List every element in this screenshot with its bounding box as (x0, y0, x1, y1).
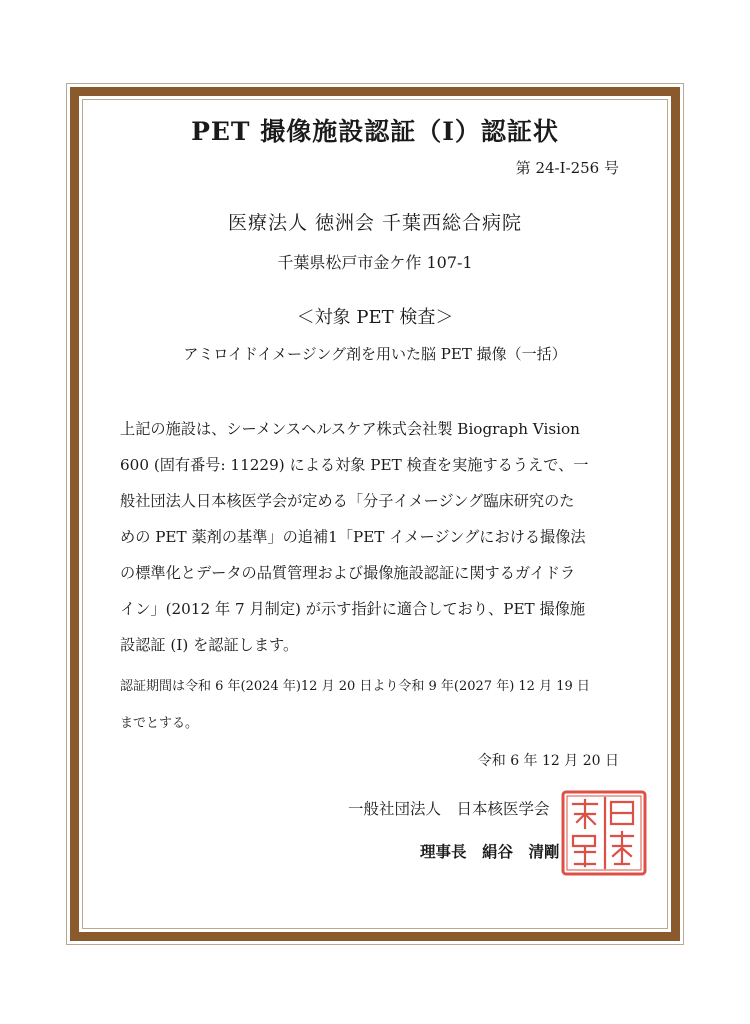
certificate-title: PET 撮像施設認証（I）認証状 (191, 117, 559, 146)
hospital-address: 千葉県松戸市金ケ作 107-1 (277, 253, 473, 272)
target-exam-item: アミロイドイメージング剤を用いた脳 PET 撮像（一括） (183, 345, 567, 363)
body-text-line: 上記の施設は、シーメンスヘルスケア株式会社製 Biograph Vision (120, 420, 580, 438)
target-exam-heading: ＜対象 PET 検査＞ (296, 307, 454, 328)
president-name: 理事長 絹谷 清剛 (420, 842, 560, 861)
body-text-line: 600 (固有番号: 11229) による対象 PET 検査を実施するうえで、一 (120, 456, 589, 474)
body-text-line: 般社団法人日本核医学会が定める「分子イメージング臨床研究のた (120, 492, 575, 510)
body-text-line: イン」(2012 年 7 月制定) が示す指針に適合しており、PET 撮像施 (120, 600, 586, 618)
official-seal-stamp (561, 790, 647, 876)
certification-period-line: 認証期間は令和 6 年(2024 年)12 月 20 日より令和 9 年(2027 年) 12 月 19 日 (120, 679, 590, 694)
issuer-name: 一般社団法人 日本核医学会 (348, 800, 550, 818)
hospital-name: 医療法人 徳洲会 千葉西総合病院 (227, 212, 523, 234)
body-text-line: めの PET 薬剤の基準」の追補1「PET イメージングにおける撮像法 (120, 528, 586, 546)
certification-period-line: までとする。 (120, 716, 199, 731)
issue-date: 令和 6 年 12 月 20 日 (477, 753, 619, 769)
body-text-line: の標準化とデータの品質管理および撮像施設認証に関するガイドラ (120, 564, 576, 582)
body-text-line: 設認証 (I) を認証します。 (120, 636, 299, 654)
certificate-number: 第 24-I-256 号 (515, 159, 619, 177)
